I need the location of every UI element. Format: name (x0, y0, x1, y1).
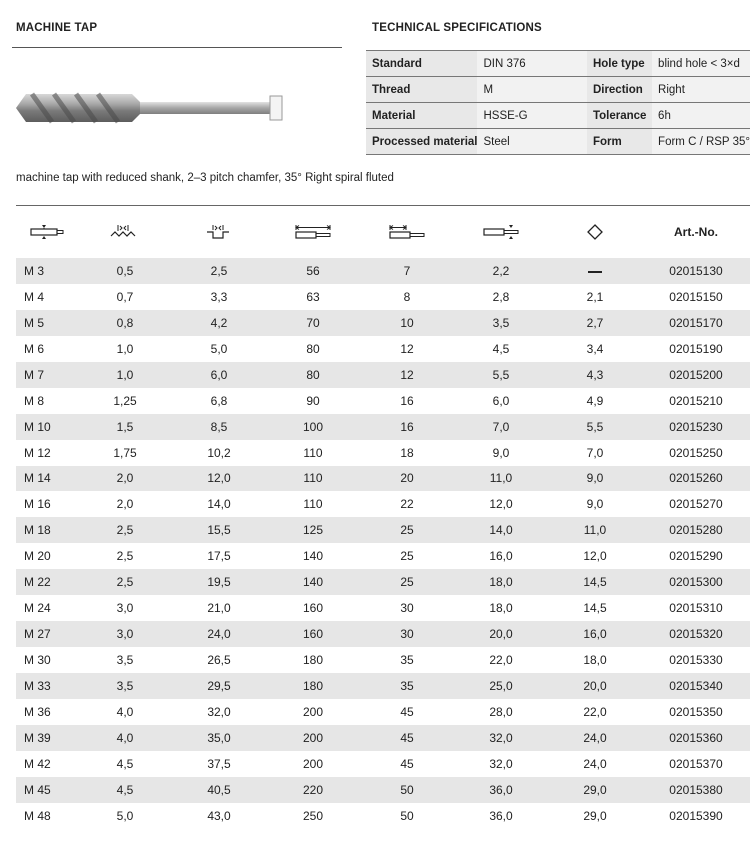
thread-length-cell: 25 (360, 569, 454, 595)
table-row (16, 725, 750, 751)
table-row (16, 777, 750, 803)
spec-value: M (477, 77, 586, 103)
thread-length-cell: 45 (400, 704, 414, 719)
thread-length-cell: 45 (360, 725, 454, 751)
table-header-row (16, 206, 750, 259)
art-no-cell: 02015190 (669, 341, 723, 356)
total-length-cell: 100 (266, 414, 360, 440)
spec-label: Standard (366, 51, 477, 77)
thread-length-cell: 20 (360, 466, 454, 492)
square-cell: 20,0 (548, 673, 642, 699)
shank-diameter-cell: 6,0 (492, 393, 510, 408)
square-cell: 9,0 (586, 497, 604, 512)
thread-length-cell: 12 (400, 341, 414, 356)
pitch-cell: 2,5 (78, 517, 172, 543)
total-length-cell: 200 (302, 704, 324, 719)
total-length-cell: 110 (303, 445, 323, 460)
core-drill-cell: 2,5 (172, 258, 266, 284)
shank-diameter-cell: 32,0 (454, 725, 548, 751)
pitch-cell: 1,5 (78, 414, 172, 440)
pitch-cell: 1,25 (113, 393, 137, 408)
table-row (16, 362, 750, 388)
no-value-dash (588, 271, 602, 273)
core-drill-cell: 29,5 (172, 673, 266, 699)
thread-size-cell: M 33 (16, 673, 78, 699)
divider (12, 47, 342, 48)
pitch-icon (78, 206, 172, 259)
thread-length-cell: 12 (360, 362, 454, 388)
total-length-cell: 56 (266, 258, 360, 284)
art-no-cell: 02015260 (642, 466, 750, 492)
core-drill-cell: 19,5 (172, 569, 266, 595)
spec-label: Processed material (366, 129, 477, 155)
shank-diameter-cell: 7,0 (454, 414, 548, 440)
art-no-cell: 02015250 (669, 445, 723, 460)
total-length-cell: 160 (266, 621, 360, 647)
thread-size-cell: M 18 (16, 517, 78, 543)
shank-diameter-cell: 16,0 (489, 549, 513, 564)
thread-length-cell: 30 (360, 621, 454, 647)
table-row (16, 466, 750, 492)
total-length-cell: 125 (266, 517, 360, 543)
pitch-cell: 5,0 (116, 808, 134, 823)
shank-diameter-cell: 36,0 (454, 777, 548, 803)
thread-length-cell: 16 (360, 414, 454, 440)
pitch-cell: 3,0 (116, 601, 134, 616)
art-no-cell: 02015210 (669, 393, 723, 408)
table-row (16, 569, 750, 595)
table-row (16, 336, 750, 362)
thread-size-cell: M 7 (16, 362, 78, 388)
pitch-cell: 4,5 (116, 756, 134, 771)
art-no-cell: 02015330 (669, 653, 723, 668)
table-row (16, 803, 750, 829)
art-no-cell: 02015320 (642, 621, 750, 647)
thread-length-cell: 25 (360, 517, 454, 543)
shank-diameter-cell: 2,2 (454, 258, 548, 284)
table-row (16, 595, 750, 621)
thread-size-cell: M 42 (24, 756, 51, 771)
square-cell: 7,0 (586, 445, 604, 460)
thread-length-cell: 10 (360, 310, 454, 336)
thread-size-cell: M 5 (16, 310, 78, 336)
total-length-icon (266, 206, 360, 259)
core-drill-cell: 26,5 (207, 653, 231, 668)
square-cell: 2,7 (548, 310, 642, 336)
square-cell: 3,4 (586, 341, 604, 356)
square-cell: 29,0 (548, 777, 642, 803)
square-cell: 4,3 (548, 362, 642, 388)
thread-size-cell: M 10 (16, 414, 78, 440)
spec-label: Thread (366, 77, 477, 103)
core-drill-cell: 3,3 (210, 289, 228, 304)
square-cell: 18,0 (583, 653, 607, 668)
total-length-cell: 200 (302, 756, 324, 771)
shank-diameter-cell: 18,0 (489, 601, 513, 616)
pitch-cell: 1,0 (78, 362, 172, 388)
spec-label: Material (366, 103, 477, 129)
square-cell: 12,0 (583, 549, 607, 564)
shank-diameter-cell: 12,0 (489, 497, 513, 512)
art-no-cell: 02015230 (642, 414, 750, 440)
thread-length-cell: 22 (400, 497, 414, 512)
art-no-cell: 02015170 (642, 310, 750, 336)
spec-label: Tolerance (587, 103, 652, 129)
square-cell: 11,0 (548, 517, 642, 543)
table-row (16, 543, 750, 569)
thread-length-cell: 30 (400, 601, 414, 616)
shank-diameter-cell: 3,5 (454, 310, 548, 336)
core-drill-cell: 4,2 (172, 310, 266, 336)
art-no-cell: 02015380 (642, 777, 750, 803)
thread-length-cell: 18 (400, 445, 414, 460)
thread-length-cell: 45 (400, 756, 414, 771)
table-row (16, 310, 750, 336)
spec-value: blind hole < 3×d (652, 51, 750, 77)
pitch-cell: 1,75 (113, 445, 137, 460)
core-drill-cell: 12,0 (172, 466, 266, 492)
dimensions-table-body (16, 258, 750, 829)
shank-diameter-cell: 28,0 (489, 704, 513, 719)
total-length-cell: 180 (266, 673, 360, 699)
thread-size-cell: M 39 (16, 725, 78, 751)
art-no-cell: 02015290 (669, 549, 723, 564)
square-cell: 22,0 (583, 704, 607, 719)
spec-value: Steel (477, 129, 586, 155)
total-length-cell: 80 (306, 341, 320, 356)
core-drill-cell: 5,0 (210, 341, 228, 356)
pitch-cell: 3,5 (78, 673, 172, 699)
core-drill-cell: 24,0 (172, 621, 266, 647)
table-row (16, 284, 750, 310)
thread-length-cell: 50 (360, 777, 454, 803)
total-length-cell: 70 (266, 310, 360, 336)
shank-diameter-cell: 4,5 (492, 341, 510, 356)
total-length-cell: 140 (302, 549, 324, 564)
shank-diameter-cell: 36,0 (489, 808, 513, 823)
square-cell: 14,5 (548, 569, 642, 595)
thread-size-cell: M 6 (24, 341, 45, 356)
pitch-cell: 2,0 (78, 466, 172, 492)
section-title-machine-tap: MACHINE TAP (16, 22, 98, 34)
core-drill-cell: 40,5 (172, 777, 266, 803)
pitch-cell: 3,0 (78, 621, 172, 647)
thread-length-cell: 7 (360, 258, 454, 284)
thread-size-cell: M 45 (16, 777, 78, 803)
thread-size-cell: M 24 (24, 601, 51, 616)
specs-table (366, 50, 750, 155)
shank-diameter-cell: 11,0 (454, 466, 548, 492)
total-length-cell: 90 (306, 393, 320, 408)
core-drill-cell: 37,5 (207, 756, 231, 771)
specs-row (366, 51, 750, 77)
spec-value: DIN 376 (477, 51, 586, 77)
shank-diameter-cell: 22,0 (489, 653, 513, 668)
core-drill-cell: 6,8 (210, 393, 228, 408)
total-length-cell: 110 (303, 497, 323, 512)
pitch-cell: 0,5 (78, 258, 172, 284)
shank-diameter-icon (454, 206, 548, 259)
core-drill-cell: 15,5 (172, 517, 266, 543)
core-drill-cell: 35,0 (172, 725, 266, 751)
square-cell: 29,0 (583, 808, 607, 823)
shank-diameter-cell: 20,0 (454, 621, 548, 647)
square-cell: 24,0 (583, 756, 607, 771)
shank-diameter-cell: 32,0 (489, 756, 513, 771)
core-drill-cell: 8,5 (172, 414, 266, 440)
total-length-cell: 63 (306, 289, 320, 304)
art-no-cell: 02015270 (669, 497, 723, 512)
total-length-cell: 200 (266, 725, 360, 751)
pitch-cell: 2,0 (116, 497, 134, 512)
thread-length-cell: 35 (400, 653, 414, 668)
table-row (16, 258, 750, 284)
table-row (16, 751, 750, 777)
pitch-cell: 3,5 (116, 653, 134, 668)
square-cell: 2,1 (586, 289, 604, 304)
pitch-cell: 4,5 (78, 777, 172, 803)
core-drill-cell: 14,0 (207, 497, 231, 512)
machine-tap-image (12, 78, 312, 138)
core-drill-cell: 6,0 (172, 362, 266, 388)
thread-length-cell: 35 (360, 673, 454, 699)
core-drill-cell: 43,0 (207, 808, 231, 823)
thread-size-cell: M 14 (16, 466, 78, 492)
table-row (16, 440, 750, 466)
art-no-cell: 02015390 (669, 808, 723, 823)
spec-value: Right (652, 77, 750, 103)
square-cell: 5,5 (548, 414, 642, 440)
pitch-cell: 2,5 (78, 569, 172, 595)
square-cell: 24,0 (548, 725, 642, 751)
art-no-header: Art.-No. (642, 206, 750, 259)
art-no-cell: 02015150 (669, 289, 723, 304)
thread-length-icon (360, 206, 454, 259)
total-length-cell: 160 (302, 601, 324, 616)
table-row (16, 699, 750, 725)
total-length-cell: 180 (302, 653, 324, 668)
square-icon (548, 206, 642, 259)
spec-label: Form (587, 129, 652, 155)
art-no-cell: 02015360 (642, 725, 750, 751)
thread-size-cell: M 3 (16, 258, 78, 284)
core-drill-cell: 17,5 (207, 549, 231, 564)
shank-diameter-cell: 9,0 (492, 445, 510, 460)
table-row (16, 388, 750, 414)
thread-length-cell: 50 (400, 808, 414, 823)
thread-size-cell: M 16 (24, 497, 51, 512)
shank-diameter-cell: 5,5 (454, 362, 548, 388)
table-row (16, 491, 750, 517)
thread-length-cell: 16 (400, 393, 414, 408)
pitch-cell: 4,0 (116, 704, 134, 719)
specs-row (366, 129, 750, 155)
thread-diameter-icon (16, 206, 78, 259)
spec-label: Hole type (587, 51, 652, 77)
thread-size-cell: M 8 (24, 393, 45, 408)
pitch-cell: 0,7 (116, 289, 134, 304)
art-no-cell: 02015300 (642, 569, 750, 595)
square-cell: 16,0 (548, 621, 642, 647)
table-row (16, 647, 750, 673)
square-cell: 4,9 (586, 393, 604, 408)
spec-value: Form C / RSP 35° (652, 129, 750, 155)
total-length-cell: 80 (266, 362, 360, 388)
total-length-cell: 110 (266, 466, 360, 492)
total-length-cell: 140 (266, 569, 360, 595)
table-row (16, 673, 750, 699)
pitch-cell: 2,5 (116, 549, 134, 564)
square-cell: 9,0 (548, 466, 642, 492)
shank-diameter-cell: 14,0 (454, 517, 548, 543)
pitch-cell: 0,8 (78, 310, 172, 336)
square-cell (548, 258, 642, 284)
thread-length-cell: 8 (403, 289, 411, 304)
shank-diameter-cell: 25,0 (454, 673, 548, 699)
core-drill-cell: 10,2 (207, 445, 231, 460)
thread-size-cell: M 48 (24, 808, 51, 823)
thread-size-cell: M 22 (16, 569, 78, 595)
core-drill-cell: 32,0 (207, 704, 231, 719)
product-description: machine tap with reduced shank, 2–3 pitch chamfer, 35° Right spiral fluted (16, 172, 394, 184)
table-row (16, 414, 750, 440)
art-no-cell: 02015130 (642, 258, 750, 284)
specs-row (366, 77, 750, 103)
art-no-cell: 02015280 (642, 517, 750, 543)
shank-diameter-cell: 18,0 (454, 569, 548, 595)
specs-row (366, 103, 750, 129)
spec-value: 6h (652, 103, 750, 129)
table-row (16, 517, 750, 543)
table-row (16, 621, 750, 647)
section-title-technical-specifications: TECHNICAL SPECIFICATIONS (372, 22, 542, 34)
art-no-cell: 02015340 (642, 673, 750, 699)
shank-diameter-cell: 2,8 (492, 289, 510, 304)
thread-size-cell: M 12 (24, 445, 51, 460)
art-no-cell: 02015350 (669, 704, 723, 719)
thread-size-cell: M 27 (16, 621, 78, 647)
thread-length-cell: 25 (400, 549, 414, 564)
spec-value: HSSE-G (477, 103, 586, 129)
thread-size-cell: M 4 (24, 289, 45, 304)
art-no-cell: 02015370 (669, 756, 723, 771)
pitch-cell: 1,0 (116, 341, 134, 356)
core-drill-cell: 21,0 (207, 601, 231, 616)
dimensions-table (16, 205, 750, 829)
thread-size-cell: M 36 (24, 704, 51, 719)
core-drill-icon (172, 206, 266, 259)
thread-size-cell: M 30 (24, 653, 51, 668)
square-cell: 14,5 (583, 601, 607, 616)
thread-size-cell: M 20 (24, 549, 51, 564)
total-length-cell: 220 (266, 777, 360, 803)
pitch-cell: 4,0 (78, 725, 172, 751)
art-no-cell: 02015310 (669, 601, 723, 616)
spec-label: Direction (587, 77, 652, 103)
total-length-cell: 250 (302, 808, 324, 823)
art-no-cell: 02015200 (642, 362, 750, 388)
